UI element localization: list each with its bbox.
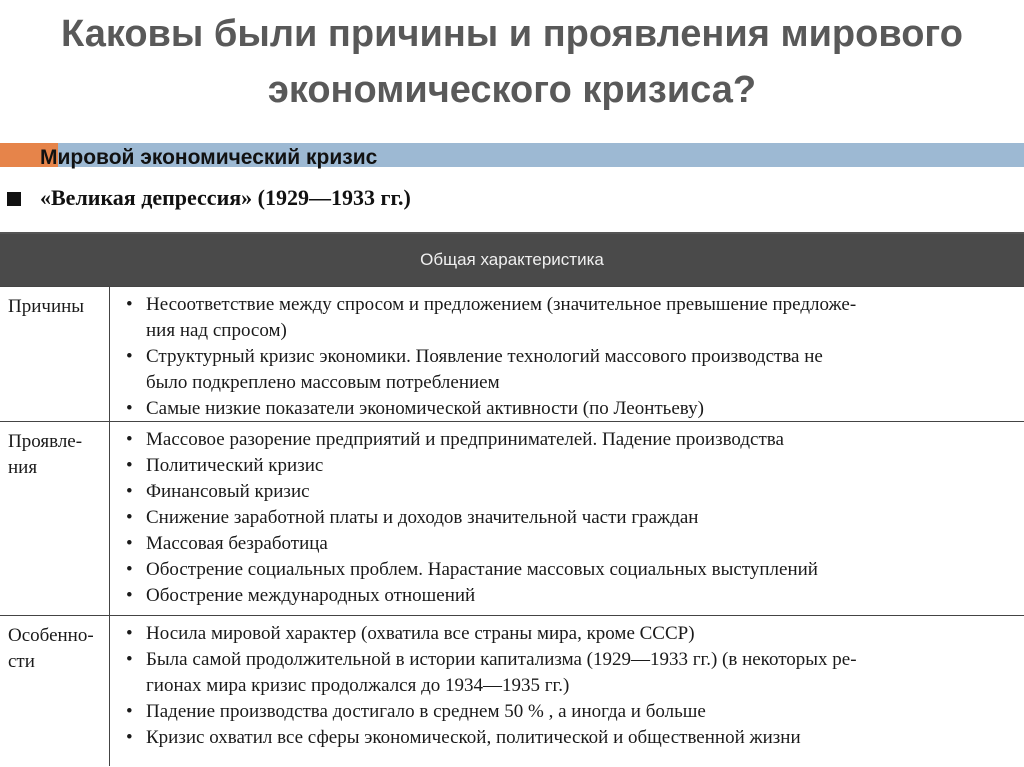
section-subtitle: Мировой экономический кризис xyxy=(40,146,378,169)
list-item: • Массовое разорение предприятий и предпринимателей. Падение производства xyxy=(120,427,1024,453)
table-row-manifestations xyxy=(0,421,1024,615)
table-row-features xyxy=(0,615,1024,766)
list-item: • Была самой продолжительной в истории капитализма (1929—1933 гг.) (в некоторых ре- гионах мира кризис продолжался до 1934—1935 гг.) xyxy=(120,647,1024,699)
list-item: • Политический кризис xyxy=(120,453,1024,479)
table-header: Общая характеристика xyxy=(0,234,1024,286)
square-bullet-icon xyxy=(7,192,21,206)
slide-title xyxy=(0,6,1024,118)
list-item: • Обострение социальных проблем. Нарастание массовых социальных выступлений xyxy=(120,557,1024,583)
list-item: • Падение производства достигало в среднем 50 % , а иногда и больше xyxy=(120,699,1024,725)
row-items xyxy=(110,287,1024,421)
list-item: • Самые низкие показатели экономической активности (по Леонтьеву) xyxy=(120,396,1024,422)
list-item: • Носила мировой характер (охватила все страны мира, кроме СССР) xyxy=(120,621,1024,647)
list-item: • Финансовый кризис xyxy=(120,479,1024,505)
row-label: Особенно- сти xyxy=(0,616,110,766)
list-item: • Массовая безработица xyxy=(120,531,1024,557)
list-item: • Снижение заработной платы и доходов значительной части граждан xyxy=(120,505,1024,531)
depression-heading: «Великая депрессия» (1929—1933 гг.) xyxy=(40,185,411,210)
slide-title-text: Каковы были причины и проявления мирового экономического кризиса? xyxy=(61,13,963,111)
characteristics-table xyxy=(0,232,1024,767)
list-item: • Структурный кризис экономики. Появление технологий массового производства не было подкреплено массовым потреблением xyxy=(120,344,1024,396)
row-label: Проявле- ния xyxy=(0,422,110,615)
row-label: Причины xyxy=(0,287,110,421)
row-items xyxy=(110,616,1024,766)
list-item: • Несоответствие между спросом и предложением (значительное превышение предложе- ния над спросом) xyxy=(120,292,1024,344)
list-item: • Кризис охватил все сферы экономической, политической и общественной жизни xyxy=(120,725,1024,751)
list-item: • Обострение международных отношений xyxy=(120,583,1024,609)
row-items xyxy=(110,422,1024,615)
table-row-causes xyxy=(0,286,1024,421)
